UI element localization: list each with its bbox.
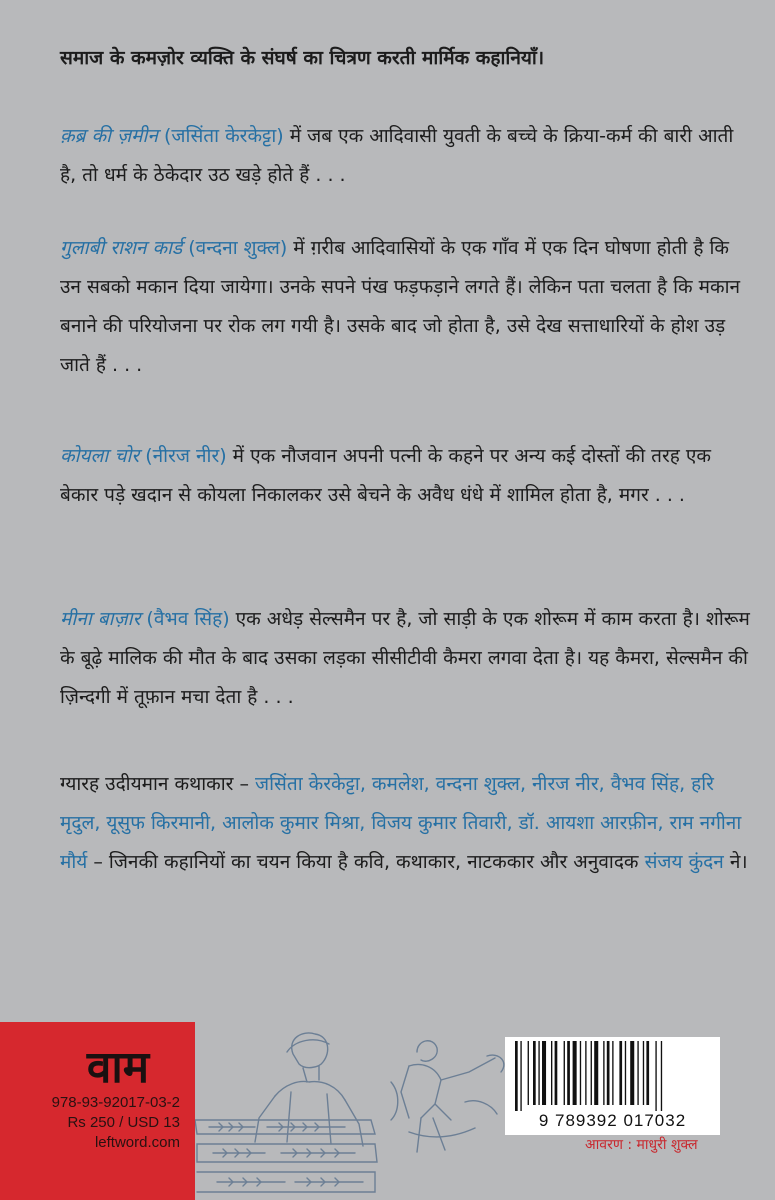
- story-author: (वन्दना शुक्ल): [188, 237, 288, 259]
- publisher-logo: [48, 1034, 188, 1094]
- authors-intro: ग्यारह उदीयमान कथाकार –: [60, 773, 256, 795]
- story-title: कोयला चोर: [60, 445, 140, 467]
- story-text: में एक नौजवान अपनी पत्नी के कहने पर अन्य कई दोस्तों की तरह एक बेकार पड़े खदान से कोयला निकालकर उसे बेचने के अवैध धंधे में शामिल होता है, मगर . . .: [60, 445, 711, 506]
- authors-end: ने।: [723, 851, 748, 873]
- barcode-bar: [646, 1041, 649, 1105]
- story-author: (नीरज नीर): [145, 445, 227, 467]
- barcode-digits: 9 789392 017032: [538, 1111, 687, 1130]
- isbn-text: 978-93-92017-03-2: [51, 1094, 180, 1111]
- barcode-bar: [643, 1041, 644, 1105]
- barcode-bar: [612, 1041, 613, 1105]
- story-title: क़ब्र की ज़मीन: [60, 125, 158, 147]
- publisher-block: [0, 1022, 195, 1200]
- barcode-bar: [580, 1041, 581, 1105]
- story-text: में ग़रीब आदिवासियों के एक गाँव में एक दिन घोषणा होती है कि उन सबको मकान दिया जायेगा। उनके सपने पंख फड़फड़ाने लगते हैं। लेकिन पता चलता है कि मकान बनाने की परियोजना पर रोक लग गयी है। उसके बाद जो होता है, उसे देख सत्ताधारियों के होश उड़ जाते हैं . . .: [60, 237, 741, 376]
- barcode-bar: [533, 1041, 536, 1105]
- story-title: गुलाबी राशन कार्ड: [60, 237, 183, 259]
- barcode-bar: [542, 1041, 546, 1105]
- barcode-bar: [585, 1041, 586, 1105]
- price-text: Rs 250 / USD 13: [67, 1114, 180, 1131]
- barcode-bar: [538, 1041, 539, 1105]
- story-paragraph-4: [60, 600, 750, 717]
- story-paragraph-2: [60, 229, 750, 385]
- cover-credit: आवरण : माधुरी शुक्ल: [585, 1137, 698, 1153]
- barcode-bar: [573, 1041, 577, 1105]
- publisher-website: leftword.com: [94, 1134, 180, 1151]
- barcode-bar: [603, 1041, 604, 1105]
- barcode: [505, 1037, 720, 1135]
- story-author: (जसिंता केरकेट्टा): [164, 125, 284, 147]
- story-text: एक अधेड़ सेल्समैन पर है, जो साड़ी के एक शोरूम में काम करता है। शोरूम के बूढ़े मालिक की मौत के बाद उसका लड़का सीसीटीवी कैमरा लगवा देता है। यह कैमरा, सेल्समैन की ज़िन्दगी में तूफ़ान मचा देता है . . .: [60, 608, 750, 708]
- author-names: जसिंता केरकेट्टा, कमलेश, वन्दना शुक्ल, नीरज नीर, वैभव सिंह, हरि मृदुल, यूसुफ किरमानी, आलोक कुमार मिश्रा, विजय कुमार तिवारी, डॉ. आयशा आरफ़ीन, राम नगीना मौर्य: [60, 773, 742, 873]
- barcode-bar: [515, 1041, 518, 1111]
- authors-middle: – जिनकी कहानियों का चयन किया है कवि, कथाकार, नाटककार और अनुवादक: [87, 851, 645, 873]
- barcode-bar: [564, 1041, 565, 1105]
- editor-name: संजय कुंदन: [644, 851, 724, 873]
- barcode-bar: [520, 1041, 521, 1111]
- barcode-bar: [567, 1041, 570, 1105]
- barcode-bar: [619, 1041, 622, 1105]
- story-author: (वैभव सिंह): [146, 608, 230, 630]
- barcode-bar: [607, 1041, 610, 1105]
- barcode-bar: [594, 1041, 598, 1105]
- barcode-bar: [625, 1041, 626, 1105]
- story-paragraph-3: [60, 437, 750, 515]
- barcode-bar: [591, 1041, 592, 1105]
- story-title: मीना बाज़ार: [60, 608, 141, 630]
- cover-illustration: [195, 1022, 515, 1200]
- barcode-bar: [555, 1041, 558, 1105]
- story-text: में जब एक आदिवासी युवती के बच्चे के क्रिया-कर्म की बारी आती है, तो धर्म के ठेकेदार उठ खड़े होते हैं . . .: [60, 125, 734, 186]
- headline: समाज के कमज़ोर व्यक्ति के संघर्ष का चित्रण करती मार्मिक कहानियाँ।: [60, 47, 545, 69]
- authors-paragraph: [60, 765, 750, 882]
- barcode-bar: [655, 1041, 656, 1111]
- barcode-bar: [528, 1041, 529, 1105]
- barcode-bar: [630, 1041, 634, 1105]
- publisher-logo-text: वाम: [86, 1042, 150, 1093]
- story-paragraph-1: [60, 117, 750, 195]
- barcode-bar: [551, 1041, 552, 1105]
- barcode-bars: [505, 1037, 720, 1111]
- barcode-bar: [661, 1041, 662, 1111]
- barcode-bar: [637, 1041, 638, 1105]
